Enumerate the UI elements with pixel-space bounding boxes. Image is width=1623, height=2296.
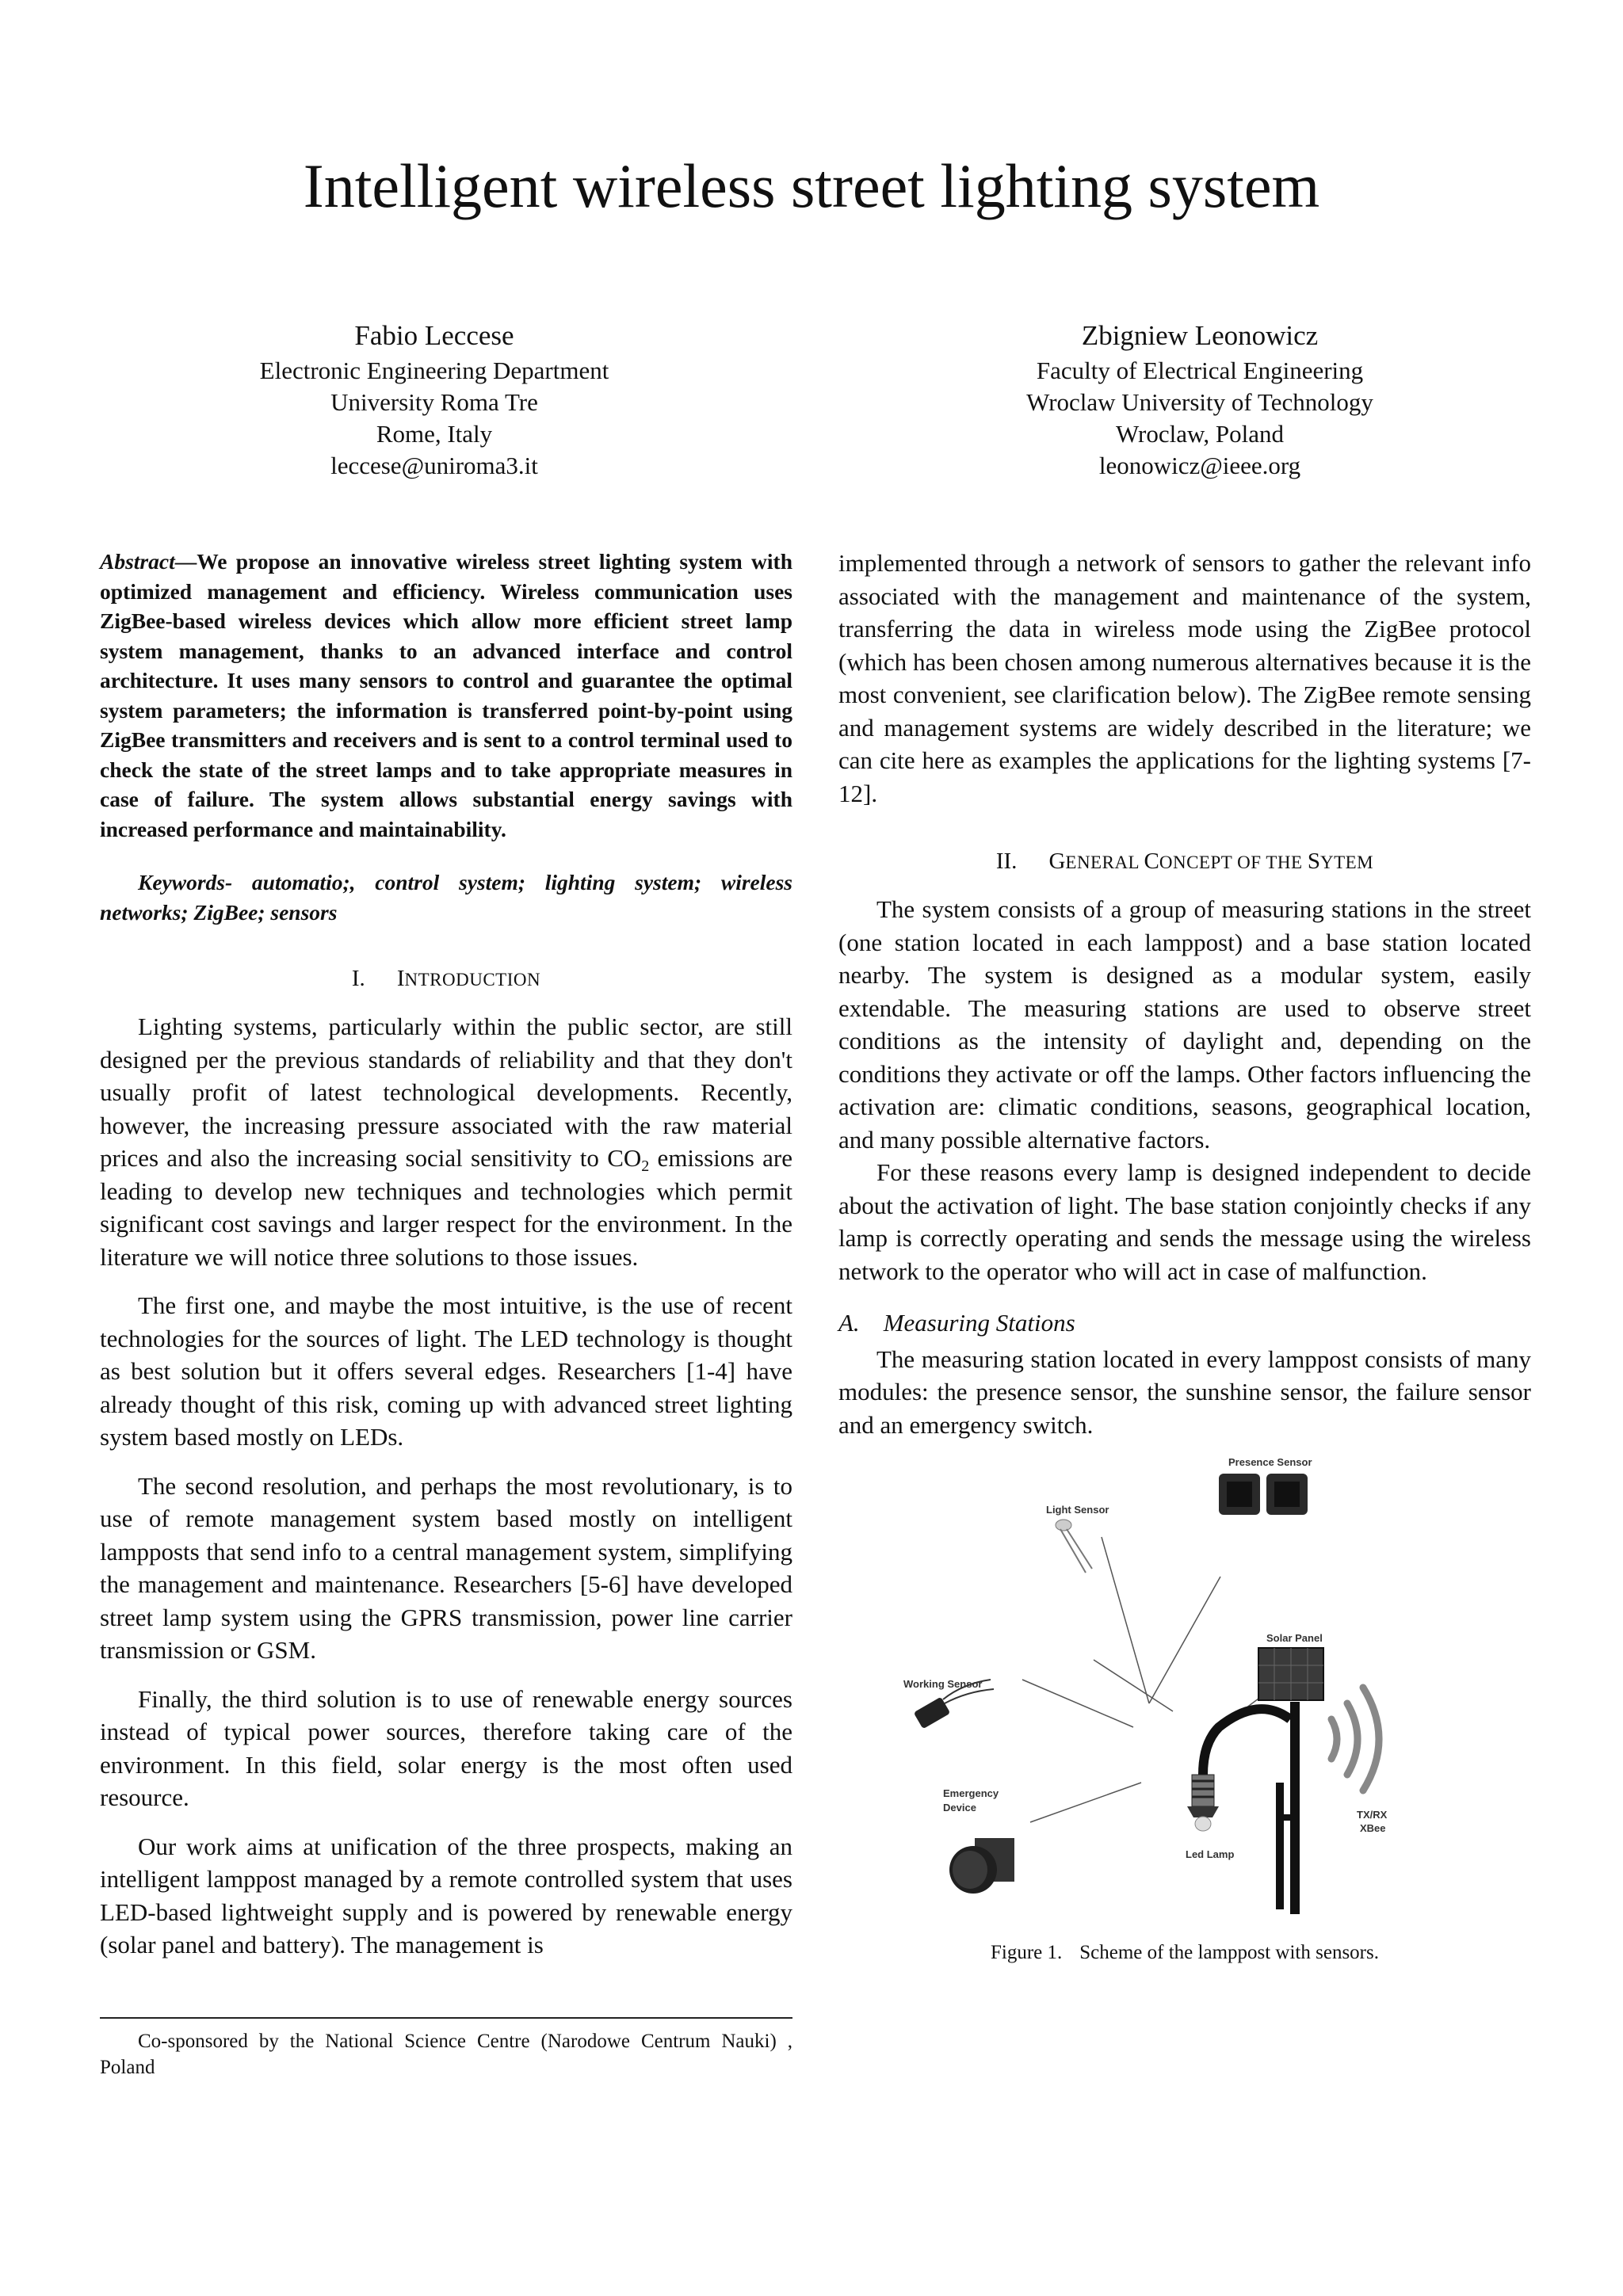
- section-title-rest: YTEM: [1319, 852, 1374, 872]
- author-email: leonowicz@ieee.org: [1098, 452, 1301, 479]
- solar-panel-label: Solar Panel: [1266, 1632, 1323, 1644]
- section-title-initial: G: [1048, 849, 1066, 874]
- figure-number: Figure 1.: [990, 1942, 1063, 1963]
- section-title-rest: ONCEPT OF THE: [1159, 852, 1308, 872]
- wireless-waves-icon: [1331, 1688, 1379, 1791]
- subsection-heading: [838, 1306, 1531, 1340]
- author-organization: University Roma Tre: [330, 388, 538, 416]
- emergency-label: Emergency: [943, 1787, 999, 1799]
- author-name: Fabio Leccese: [354, 320, 514, 351]
- presence-sensor-label: Presence Sensor: [1228, 1456, 1312, 1468]
- paragraph-text: Lighting systems, particularly within the public sector, are still designed per the previous standards of reliability and that they don't usually profit of latest technological developments. Recently, however, the increasing pressure associated with the raw material prices and also the increasing social sensitivity to CO: [100, 1013, 792, 1172]
- left-column: [100, 547, 792, 1962]
- abstract-dash: —: [174, 549, 197, 574]
- figure-caption-text: Scheme of the lamppost with sensors.: [1079, 1942, 1379, 1963]
- light-sensor-label: Light Sensor: [1046, 1504, 1109, 1516]
- connector-lines: [1022, 1537, 1284, 1822]
- paragraph: The measuring station located in every lamppost consists of many modules: the presence sensor, the sunshine sensor, the failure sensor and an emergency switch.: [838, 1344, 1531, 1439]
- author-department: Faculty of Electrical Engineering: [1036, 357, 1364, 384]
- author-department: Electronic Engineering Department: [259, 357, 609, 384]
- solar-panel-image: [1258, 1648, 1323, 1700]
- paragraph: The system consists of a group of measuring stations in the street (one station located in each lamppost) and a base station located nearby. The system is designed as a modular system, easily extendable. The measuring stations are used to observe street conditions as the intensity of daylight and, depending on the conditions they activate or off the lamps. Other factors influencing the activation are: climatic conditions, seasons, geographical location, and many possible alternative factors.: [838, 895, 1531, 1154]
- device-label: Device: [943, 1802, 976, 1814]
- lamppost-figure: [888, 1450, 1442, 1925]
- author-email: leccese@uniroma3.it: [330, 452, 538, 479]
- section-title-initial: I: [396, 966, 405, 991]
- emergency-device-image: [949, 1838, 1014, 1894]
- figure-caption: [838, 1939, 1531, 1966]
- paragraph: Finally, the third solution is to use of renewable energy sources instead of typical power sources, therefore taking care of the environment. In this field, solar energy is the most often used resource.: [100, 1684, 792, 1811]
- xbee-label: XBee: [1360, 1822, 1386, 1834]
- author-location: Rome, Italy: [376, 420, 493, 448]
- section-heading-general-concept: [838, 845, 1531, 879]
- author-organization: Wroclaw University of Technology: [1026, 388, 1373, 416]
- paragraph: Our work aims at unification of the three prospects, making an intelligent lamppost managed by a remote controlled system that uses LED-based lightweight supply and is powered by renewable energy (solar panel and battery). The management is: [100, 1832, 792, 1958]
- author-name: Zbigniew Leonowicz: [1081, 320, 1319, 351]
- section-title-initial: S: [1307, 849, 1320, 874]
- paragraph: [100, 1010, 792, 1273]
- author-location: Wroclaw, Poland: [1116, 420, 1284, 448]
- light-sensor-image: [1056, 1520, 1092, 1573]
- txrx-label: TX/RX: [1357, 1809, 1388, 1821]
- presence-sensor-image: [1219, 1474, 1308, 1515]
- paragraph-text: emissions are leading to develop new techniques and technologies which permit significant cost savings and larger respect for the environment. In the literature we will notice three solutions to those issues.: [100, 1144, 792, 1271]
- abstract-label: Abstract: [100, 549, 175, 574]
- abstract: [100, 547, 792, 844]
- keywords: Keywords- automatio;, control system; lighting system; wireless networks; ZigBee; sensors: [100, 870, 792, 925]
- section-number: I.: [351, 966, 365, 991]
- subsection-label: A.: [838, 1309, 860, 1337]
- right-column: [838, 547, 1531, 1441]
- subsection-title: Measuring Stations: [883, 1309, 1075, 1337]
- abstract-text: We propose an innovative wireless street lighting system with optimized management and efficiency. Wireless communication uses ZigBee-based wireless devices which allow more efficient street lamp system management, thanks to an advanced interface and control architecture. It uses many sensors to control and guarantee the optimal system parameters; the information is transferred point-by-point using ZigBee transmitters and receivers and is sent to a control terminal used to check the state of the street lamps and to take appropriate measures in case of failure. The system allows substantial energy savings with increased performance and maintainability.: [100, 549, 792, 841]
- paragraph: For these reasons every lamp is designed independent to decide about the activation of light. The base station conjointly checks if any lamp is correctly operating and sends the message using the wireless network to the operator who will act in case of malfunction.: [838, 1158, 1531, 1285]
- author-block: [157, 317, 712, 482]
- led-lamp-label: Led Lamp: [1186, 1848, 1235, 1860]
- working-sensor-label: Working Sensor: [903, 1678, 983, 1690]
- paper-title: Intelligent wireless street lighting system: [303, 151, 1320, 220]
- led-lamp-image: [1187, 1775, 1219, 1831]
- paragraph: The second resolution, and perhaps the most revolutionary, is to use of remote management system based mostly on intelligent lampposts that send info to a central management system, simplifying the management and maintenance. Researchers [5-6] have developed street lamp system using the GPRS transmission, power line carrier transmission or GSM.: [100, 1471, 792, 1664]
- footnote-rule: [100, 2017, 792, 2019]
- section-title-rest: ENERAL: [1065, 852, 1144, 872]
- footnote: Co-sponsored by the National Science Centre (Narodowe Centrum Nauki) , Poland: [100, 2031, 792, 2078]
- section-heading-introduction: [100, 963, 792, 996]
- section-title-rest: NTRODUCTION: [404, 970, 541, 990]
- subscript: 2: [641, 1158, 650, 1175]
- author-block: [922, 317, 1477, 482]
- section-title-initial: C: [1144, 849, 1159, 874]
- paragraph: The first one, and maybe the most intuitive, is the use of recent technologies for the sources of light. The LED technology is thought as best solution but it offers several edges. Researchers [1-4] have already thought of this risk, coming up with advanced street lighting system based mostly on LEDs.: [100, 1291, 792, 1451]
- section-number: II.: [995, 849, 1018, 874]
- paragraph: implemented through a network of sensors to gather the relevant info associated with the management and maintenance of the system, transferring the data in wireless mode using the ZigBee protocol (which has been chosen among numerous alternatives because it is the most convenient, see clarification below). The ZigBee remote sensing and management systems are widely described in the literature; we can cite here as examples the applications for the lighting systems [7-12].: [838, 549, 1531, 807]
